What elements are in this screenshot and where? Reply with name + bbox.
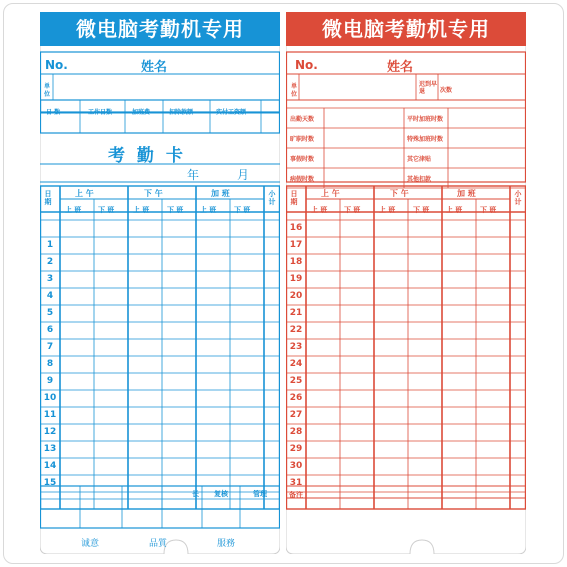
timecard-front-grid xyxy=(40,12,280,554)
day-number: 22 xyxy=(289,325,303,335)
footer-label-chief: 长 xyxy=(192,490,199,498)
day-number: 10 xyxy=(43,393,57,403)
day-number: 15 xyxy=(43,478,57,488)
card-outline xyxy=(40,12,280,554)
day-number: 14 xyxy=(43,461,57,471)
day-number: 11 xyxy=(43,410,57,420)
sub-header-out: 下 班 xyxy=(413,206,430,214)
day-number: 25 xyxy=(289,376,303,386)
footer-label-review: 复核 xyxy=(214,490,228,498)
summary-header-overtime-pay: 加班费 xyxy=(132,109,151,116)
sub-header-out: 下 班 xyxy=(234,206,251,214)
day-number: 12 xyxy=(43,427,57,437)
sub-header-in: 上 班 xyxy=(311,206,328,214)
day-number: 1 xyxy=(46,240,54,250)
time-table-border xyxy=(287,186,526,509)
card-header-title: 微电脑考勤机专用 xyxy=(40,12,280,46)
stat-label: 其它津贴 xyxy=(407,156,432,163)
day-number: 6 xyxy=(46,325,54,335)
day-number: 30 xyxy=(289,461,303,471)
period-header-overtime: 加 班 xyxy=(457,189,476,198)
time-table-border xyxy=(41,186,280,509)
footer-label-manager: 管理 xyxy=(253,490,267,498)
sub-header-in: 上 班 xyxy=(446,206,463,214)
subtotal-column-header: 小计 xyxy=(514,190,522,206)
summary-header-net-pay: 实付工资额 xyxy=(216,109,247,116)
card-number-label: No. xyxy=(295,58,318,72)
sub-header-in: 上 班 xyxy=(65,206,82,214)
day-number: 29 xyxy=(289,444,303,454)
stat-label: 其他扣款 xyxy=(407,176,432,183)
sub-header-out: 下 班 xyxy=(480,206,497,214)
day-number: 8 xyxy=(46,359,54,369)
day-number: 13 xyxy=(43,444,57,454)
day-number: 27 xyxy=(289,410,303,420)
timecard-title: 考 勤 卡 xyxy=(108,146,186,166)
period-header-morning: 上 午 xyxy=(75,189,94,198)
day-number: 7 xyxy=(46,342,54,352)
day-number: 5 xyxy=(46,308,54,318)
sub-header-out: 下 班 xyxy=(167,206,184,214)
card-number-label: No. xyxy=(45,58,68,72)
stat-label: 事假时数 xyxy=(290,156,315,163)
unit-label: 单位 xyxy=(43,83,50,98)
day-number: 2 xyxy=(46,257,54,267)
day-number: 19 xyxy=(289,274,303,284)
day-number: 16 xyxy=(289,223,303,233)
subtotal-column-header: 小计 xyxy=(268,190,276,206)
sub-header-in: 上 班 xyxy=(133,206,150,214)
stat-label: 平时加班时数 xyxy=(407,116,444,123)
employee-name-label: 姓名 xyxy=(141,60,168,75)
day-number: 21 xyxy=(289,308,303,318)
year-label: 年 xyxy=(187,168,200,182)
stat-label: 特殊加班时数 xyxy=(407,136,444,143)
day-number: 17 xyxy=(289,240,303,250)
day-number: 26 xyxy=(289,393,303,403)
sub-header-in: 上 班 xyxy=(379,206,396,214)
summary-header-days: 日 数 xyxy=(46,109,61,116)
period-header-morning: 上 午 xyxy=(321,189,340,198)
sub-header-out: 下 班 xyxy=(98,206,115,214)
day-number: 24 xyxy=(289,359,303,369)
card-header-title: 微电脑考勤机专用 xyxy=(286,12,526,46)
summary-header-deduction: 扣除款额 xyxy=(169,109,194,116)
day-number: 4 xyxy=(46,291,54,301)
timecard-front xyxy=(40,12,280,554)
stat-label: 病假时数 xyxy=(290,176,315,183)
period-header-overtime: 加 班 xyxy=(211,189,230,198)
employee-name-label: 姓名 xyxy=(387,60,414,75)
stat-label: 旷职时数 xyxy=(290,136,315,143)
period-header-afternoon: 下 午 xyxy=(144,189,163,198)
date-column-header: 日期 xyxy=(290,190,298,206)
late-early-label: 迟到早退 xyxy=(419,81,438,95)
day-number: 3 xyxy=(46,274,54,284)
stat-label: 出勤天数 xyxy=(290,116,315,123)
motto-sincerity: 诚意 xyxy=(81,539,100,549)
sub-header-in: 上 班 xyxy=(200,206,217,214)
times-label: 次数 xyxy=(440,87,453,94)
month-label: 月 xyxy=(237,168,250,182)
day-number: 31 xyxy=(289,478,303,488)
timecard-back xyxy=(286,12,526,554)
summary-header-workdays: 工作日数 xyxy=(88,109,113,116)
remark-label: 备注 xyxy=(289,491,303,499)
period-header-afternoon: 下 午 xyxy=(390,189,409,198)
summary-table-border xyxy=(41,100,280,133)
motto-service: 服務 xyxy=(217,539,236,549)
day-number: 23 xyxy=(289,342,303,352)
day-number: 20 xyxy=(289,291,303,301)
day-number: 9 xyxy=(46,376,54,386)
day-number: 28 xyxy=(289,427,303,437)
unit-label: 单位 xyxy=(290,83,297,98)
day-number: 18 xyxy=(289,257,303,267)
card-outline xyxy=(286,12,526,554)
sub-header-out: 下 班 xyxy=(344,206,361,214)
timecard-back-grid xyxy=(286,12,526,554)
motto-quality: 品質 xyxy=(149,539,168,549)
date-column-header: 日期 xyxy=(44,190,52,206)
